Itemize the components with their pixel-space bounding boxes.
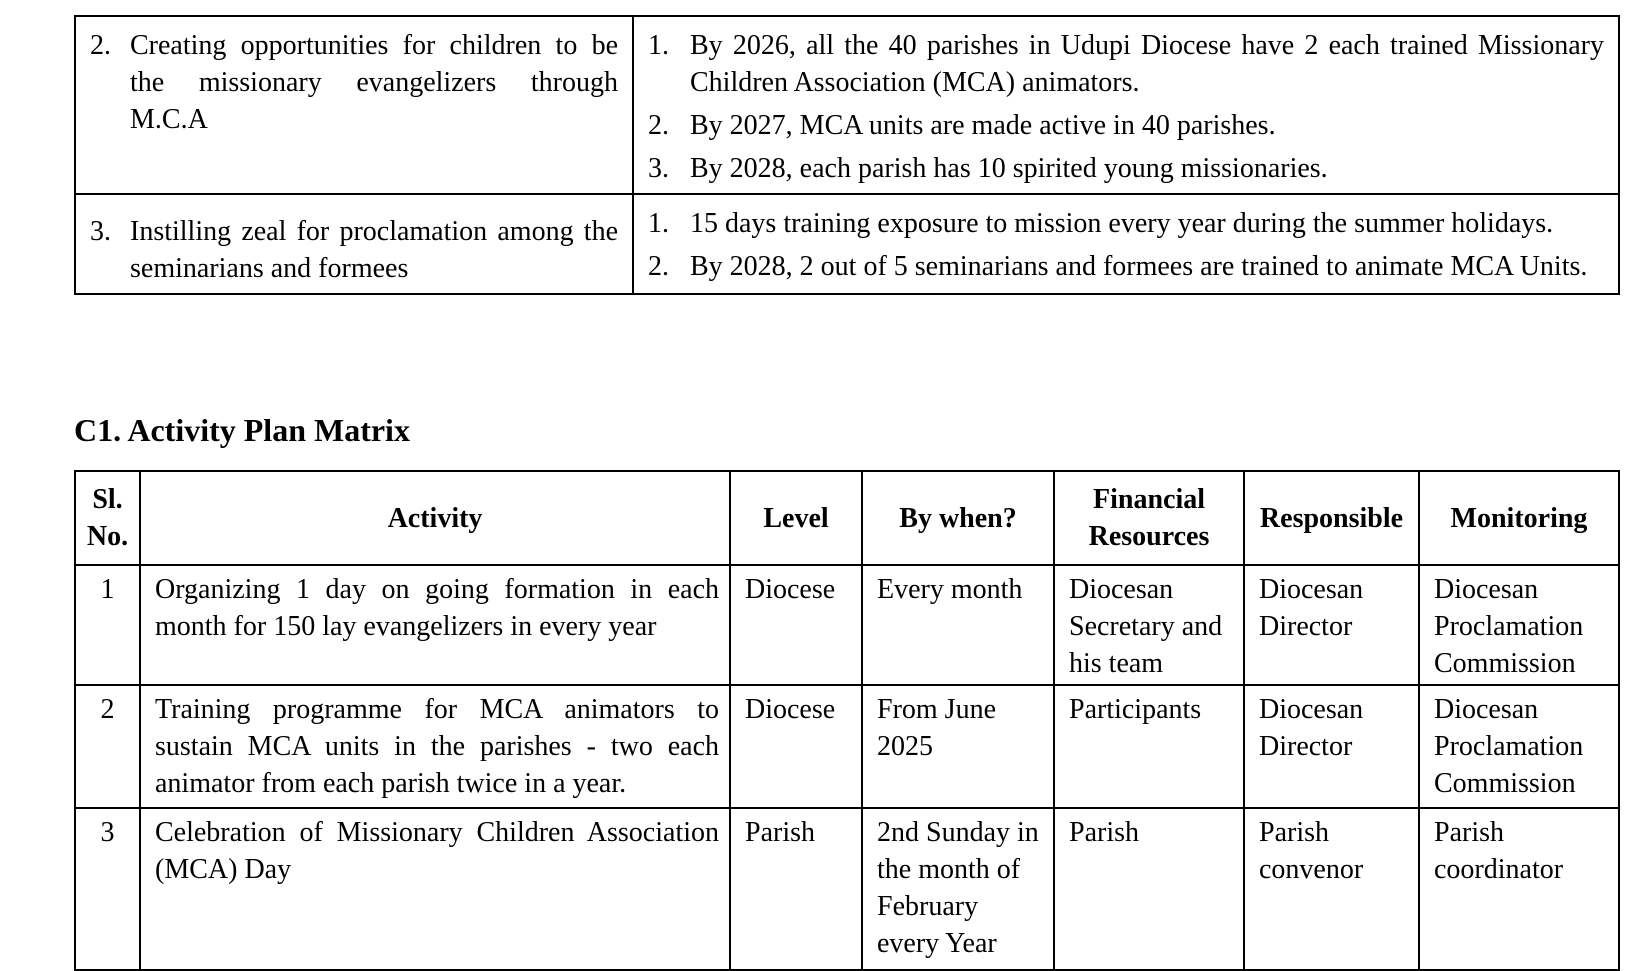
cell-sl-no: 3 (75, 808, 140, 970)
cell-financial-resources: Parish (1054, 808, 1244, 970)
target-text: 15 days training exposure to mission every year during the summer holidays. (690, 208, 1554, 239)
targets-cell (633, 16, 1619, 194)
target-item (648, 27, 1604, 101)
objective-cell (75, 194, 633, 294)
table-row (75, 565, 1619, 685)
objective-text: Creating opportunities for children to be the missionary evangelizers through M.C.A (130, 30, 618, 135)
target-item (648, 150, 1604, 187)
cell-responsible: Diocesan Director (1244, 685, 1419, 808)
objective-row (75, 194, 1619, 294)
cell-responsible: Diocesan Director (1244, 565, 1419, 685)
objective-cell (75, 16, 633, 194)
target-text: By 2028, each parish has 10 spirited young missionaries. (690, 153, 1328, 184)
cell-activity: Organizing 1 day on going formation in each month for 150 lay evangelizers in every year (140, 565, 730, 685)
cell-level: Parish (730, 808, 862, 970)
target-number: 1. (648, 30, 669, 61)
target-list (648, 27, 1604, 187)
target-number: 1. (648, 208, 669, 239)
cell-financial-resources: Participants (1054, 685, 1244, 808)
header-activity: Activity (140, 471, 730, 565)
objective-text: Instilling zeal for proclamation among the seminarians and formees (130, 216, 618, 284)
cell-level: Diocese (730, 685, 862, 808)
target-number: 3. (648, 153, 669, 184)
target-item (648, 107, 1604, 144)
objective-row (75, 16, 1619, 194)
header-financial-resources: Financial Resources (1054, 471, 1244, 565)
cell-monitoring: Diocesan Proclamation Commission (1419, 685, 1619, 808)
table-row (75, 808, 1619, 970)
targets-cell (633, 194, 1619, 294)
cell-level: Diocese (730, 565, 862, 685)
objective-number: 2. (90, 30, 111, 61)
cell-sl-no: 2 (75, 685, 140, 808)
cell-financial-resources: Diocesan Secretary and his team (1054, 565, 1244, 685)
target-list (648, 205, 1604, 285)
cell-activity: Training programme for MCA animators to sustain MCA units in the parishes - two each animator from each parish twice in a year. (140, 685, 730, 808)
target-number: 2. (648, 251, 669, 282)
cell-sl-no: 1 (75, 565, 140, 685)
objectives-table (74, 15, 1620, 295)
cell-activity: Celebration of Missionary Children Association (MCA) Day (140, 808, 730, 970)
table-header-row (75, 471, 1619, 565)
target-text: By 2026, all the 40 parishes in Udupi Diocese have 2 each trained Missionary Children Association (MCA) animators. (690, 30, 1604, 98)
target-item (648, 248, 1604, 285)
activity-plan-table (74, 470, 1620, 971)
target-text: By 2028, 2 out of 5 seminarians and formees are trained to animate MCA Units. (690, 251, 1588, 282)
cell-monitoring: Parish coordinator (1419, 808, 1619, 970)
target-item (648, 205, 1604, 242)
section-title: C1. Activity Plan Matrix (74, 412, 410, 448)
header-level: Level (730, 471, 862, 565)
cell-monitoring: Diocesan Proclamation Commission (1419, 565, 1619, 685)
target-text: By 2027, MCA units are made active in 40 parishes. (690, 110, 1276, 141)
header-responsible: Responsible (1244, 471, 1419, 565)
objective-number: 3. (90, 216, 111, 247)
target-number: 2. (648, 110, 669, 141)
cell-by-when: Every month (862, 565, 1054, 685)
cell-by-when: From June 2025 (862, 685, 1054, 808)
table-row (75, 685, 1619, 808)
cell-by-when: 2nd Sunday in the month of February every Year (862, 808, 1054, 970)
header-monitoring: Monitoring (1419, 471, 1619, 565)
cell-responsible: Parish convenor (1244, 808, 1419, 970)
header-sl-no: Sl. No. (75, 471, 140, 565)
header-by-when: By when? (862, 471, 1054, 565)
